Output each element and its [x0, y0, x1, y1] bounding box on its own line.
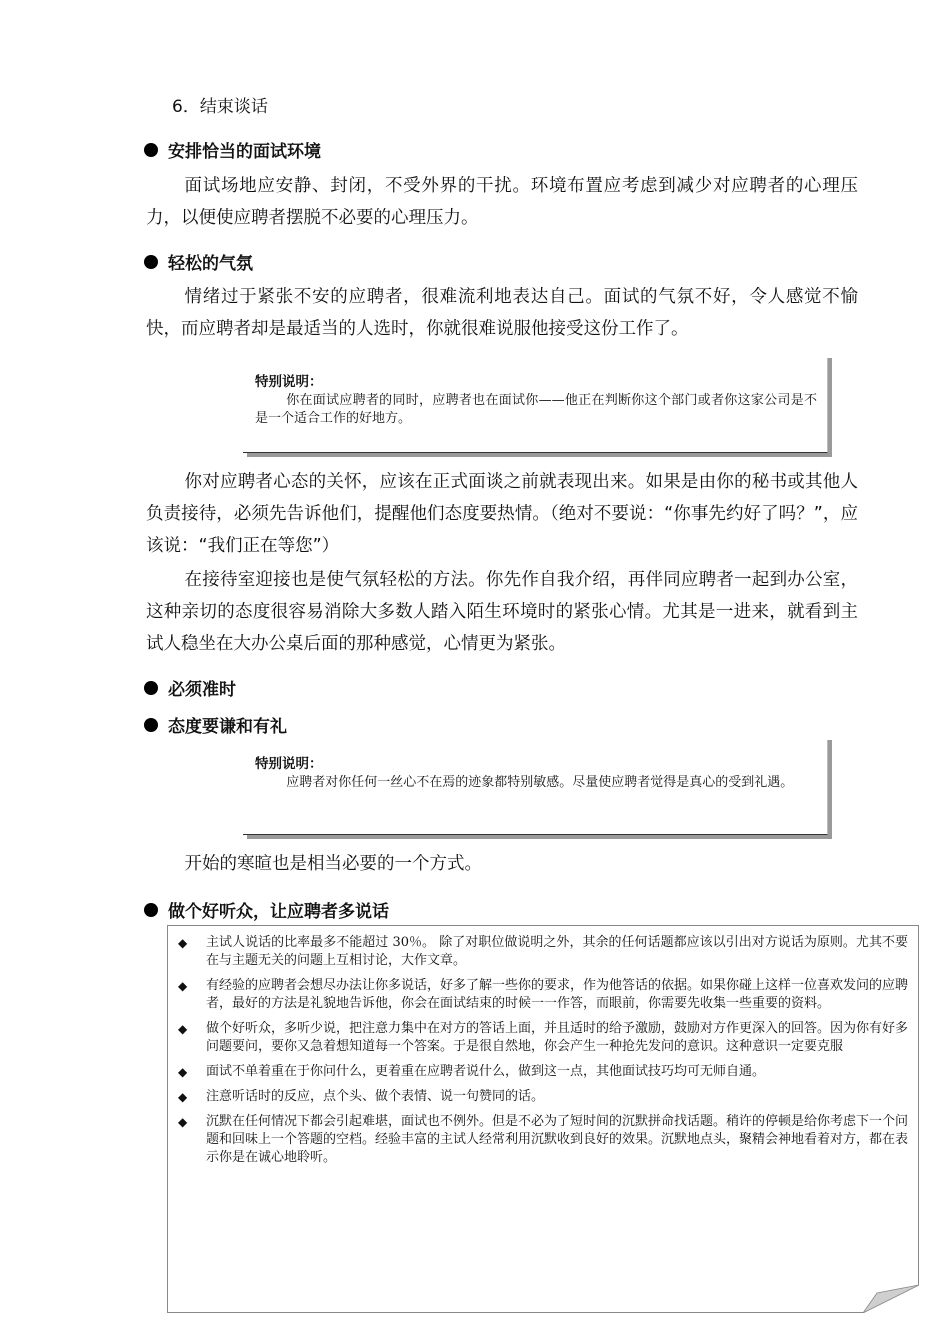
paragraph-care-attitude: 你对应聘者心态的关怀，应该在正式面谈之前就表现出来。如果是由你的秘书或其他人负责接待，必须先告诉他们，提醒他们态度要热情。（绝对不要说：“你事先约好了吗？”，应该说：“我们正在等您”）	[146, 472, 858, 556]
paragraph-environment: 面试场地应安静、封闭，不受外界的干扰。环境布置应考虑到减少对应聘者的心理压力，以便使应聘者摆脱不必要的心理压力。	[146, 176, 858, 228]
tip-text: 做个好听众，多听少说，把注意力集中在对方的答话上面，并且适时的给予激励，鼓励对方作更深入的回答。因为你有好多问题要问，要你又急着想知道每一个答案。于是很自然地，你会产生一种抢先发问的意识。这种意识一定要克服	[206, 1021, 909, 1054]
tips-list	[168, 926, 918, 1167]
heading-text: 态度要谦和有礼	[168, 717, 287, 737]
heading-interview-environment	[144, 137, 321, 162]
special-note-box	[243, 740, 828, 835]
diamond-bullet-icon: ◆	[178, 1065, 188, 1079]
tip-text: 沉默在任何情况下都会引起难堪，面试也不例外。但是不必为了短时间的沉默拼命找话题。稍许的停顿是给你考虑下一个问题和回味上一个答题的空档。经验丰富的主试人经常利用沉默收到良好的效果。沉默地点头，聚精会神地看着对方，都在表示你是在诚心地聆听。	[206, 1114, 909, 1165]
tip-text: 注意听话时的反应，点个头、做个表情、说一句赞同的话。	[206, 1089, 545, 1104]
section-title: 6．结束谈话	[172, 97, 268, 117]
paragraph-greeting: 开始的寒暄也是相当必要的一个方式。	[184, 854, 482, 874]
tip-text: 主试人说话的比率最多不能超过 30％。 除了对职位做说明之外，其余的任何话题都应该以引出对方说话为原则。尤其不要在与主题无关的问题上互相讨论，大作文章。	[206, 935, 908, 968]
tip-text: 面试不单着重在于你问什么，更着重在应聘者说什么，做到这一点，其他面试技巧均可无师自通。	[206, 1064, 766, 1079]
heading-text: 安排恰当的面试环境	[168, 142, 321, 162]
note-text: 应聘者对你任何一丝心不在焉的迹象都特别敏感。尽量使应聘者觉得是真心的受到礼遇。	[286, 775, 794, 790]
heading-polite	[144, 712, 287, 737]
tips-box	[167, 925, 919, 1313]
bullet-dot-icon	[144, 255, 158, 269]
note-title: 特别说明：	[255, 756, 323, 772]
page-curl-icon	[863, 1285, 919, 1313]
list-item	[176, 1088, 908, 1106]
special-note-box	[243, 358, 828, 453]
diamond-bullet-icon: ◆	[178, 979, 188, 993]
bullet-dot-icon	[144, 681, 158, 695]
bullet-dot-icon	[144, 903, 158, 917]
diamond-bullet-icon: ◆	[178, 1022, 188, 1036]
note-title: 特别说明：	[255, 374, 323, 390]
list-item	[176, 977, 908, 1013]
heading-text: 轻松的气氛	[168, 254, 253, 274]
heading-text: 做个好听众，让应聘者多说话	[168, 902, 389, 922]
list-item	[176, 1113, 908, 1167]
list-item	[176, 1020, 908, 1056]
tip-text: 有经验的应聘者会想尽办法让你多说话，好多了解一些你的要求，作为他答话的依据。如果你碰上这样一位喜欢发问的应聘者，最好的方法是礼貌地告诉他，你会在面试结束的时候一一作答，而眼前，你需要先收集一些重要的资料。	[206, 978, 909, 1011]
bullet-dot-icon	[144, 718, 158, 732]
heading-punctual	[144, 675, 236, 700]
paragraph-reception: 在接待室迎接也是使气氛轻松的方法。你先作自我介绍，再伴同应聘者一起到办公室，这种亲切的态度很容易消除大多数人踏入陌生环境时的紧张心情。尤其是一进来，就看到主试人稳坐在大办公桌后面的那种感觉，心情更为紧张。	[146, 570, 858, 654]
list-item	[176, 1063, 908, 1081]
bullet-dot-icon	[144, 143, 158, 157]
heading-relaxed-atmosphere	[144, 249, 253, 274]
diamond-bullet-icon: ◆	[178, 1090, 188, 1104]
list-item	[176, 934, 908, 970]
diamond-bullet-icon: ◆	[178, 1115, 188, 1129]
note-text: 你在面试应聘者的同时，应聘者也在面试你——他正在判断你这个部门或者你这家公司是不是一个适合工作的好地方。	[255, 393, 817, 426]
heading-text: 必须准时	[168, 680, 236, 700]
diamond-bullet-icon: ◆	[178, 936, 188, 950]
heading-good-listener	[144, 897, 389, 922]
paragraph-atmosphere: 情绪过于紧张不安的应聘者，很难流利地表达自己。面试的气氛不好，令人感觉不愉快，而应聘者却是最适当的人选时，你就很难说服他接受这份工作了。	[146, 287, 858, 339]
